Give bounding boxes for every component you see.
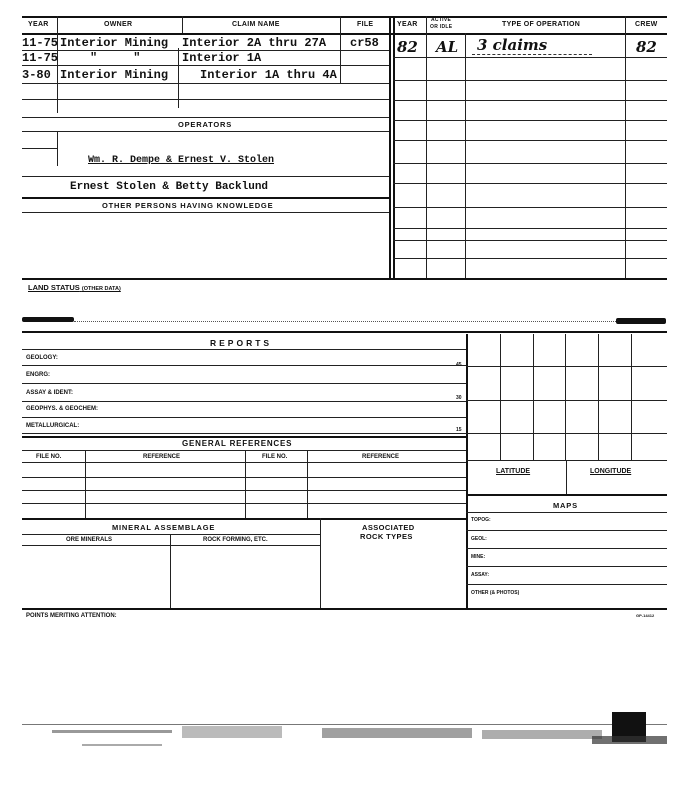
report-num-15: 15 (456, 427, 462, 433)
land-status-title: LAND STATUS (28, 283, 80, 292)
report-assay: ASSAY & IDENT: (26, 390, 74, 396)
claim-year: 11-75 (22, 36, 59, 50)
claim-name: Interior 2A thru 27A (182, 36, 327, 50)
header-year: YEAR (28, 21, 49, 28)
right-black-bar (616, 318, 666, 324)
ref-col-reference-2: REFERENCE (362, 454, 400, 460)
operation-type: 3 claims (477, 36, 548, 54)
header-claim-name: CLAIM NAME (232, 21, 280, 28)
claim-file: cr58 (350, 36, 379, 50)
operator-line: Ernest Stolen & Betty Backlund (70, 181, 269, 193)
report-geophys: GEOPHYS. & GEOCHEM: (26, 406, 99, 412)
report-geology: GEOLOGY: (26, 355, 58, 361)
form-number: GP-14412 (636, 613, 655, 618)
land-status-label (28, 283, 121, 292)
general-references-title: GENERAL REFERENCES (182, 439, 293, 448)
claim-name: Interior 1A (182, 51, 262, 65)
operator-line: Wm. R. Dempe & Ernest V. Stolen (88, 155, 275, 166)
header-active: ACTIVE (431, 17, 452, 23)
map-geol: GEOL: (471, 536, 487, 542)
map-topog: TOPOG: (471, 517, 491, 523)
header-or-idle: OR IDLE (430, 24, 453, 30)
reports-title: REPORTS (210, 338, 273, 348)
map-assay: ASSAY: (471, 572, 490, 578)
ref-col-file-no-2: FILE NO. (262, 454, 288, 460)
header-crew: CREW (635, 21, 658, 28)
rock-types-label: ROCK TYPES (360, 532, 413, 541)
operation-crew: 82 (636, 38, 657, 56)
header-file: FILE (357, 21, 374, 28)
report-num-30: 30 (456, 395, 462, 401)
header-year-2: YEAR (397, 21, 418, 28)
land-status-sub: (OTHER DATA) (81, 286, 121, 292)
ref-col-reference: REFERENCE (143, 454, 181, 460)
ore-minerals-label: ORE MINERALS (66, 537, 113, 543)
claim-owner: Interior Mining (60, 36, 169, 50)
operation-active: AL (436, 38, 459, 56)
rock-forming-label: ROCK FORMING, ETC. (203, 537, 268, 543)
operators-title: OPERATORS (178, 120, 233, 129)
mineral-assemblage-title: MINERAL ASSEMBLAGE (112, 523, 216, 532)
left-black-bar (22, 317, 74, 322)
points-meriting-attention: POINTS MERITING ATTENTION: (26, 613, 117, 619)
claim-name: Interior 1A thru 4A (200, 68, 337, 82)
header-owner: OWNER (104, 21, 133, 28)
report-engrg: ENGRG: (26, 372, 50, 378)
claim-owner: " " (90, 51, 141, 65)
map-mine: MINE: (471, 554, 486, 560)
latitude-label: LATITUDE (496, 468, 531, 475)
ref-col-file-no: FILE NO. (36, 454, 62, 460)
longitude-label: LONGITUDE (590, 468, 632, 475)
report-metallurgical: METALLURGICAL: (26, 423, 80, 429)
claim-year: 11-75 (22, 51, 59, 65)
report-num-45: 45 (456, 362, 462, 368)
maps-title: MAPS (553, 501, 578, 510)
operation-year: 82 (397, 38, 418, 56)
other-persons-title: OTHER PERSONS HAVING KNOWLEDGE (102, 201, 274, 210)
header-type-of-operation: TYPE OF OPERATION (502, 21, 581, 28)
claim-year: 3-80 (22, 68, 51, 82)
claim-owner: Interior Mining (60, 68, 169, 82)
map-other: OTHER (& PHOTOS) (471, 590, 520, 596)
scan-noise (22, 712, 667, 760)
associated-label: ASSOCIATED (362, 523, 415, 532)
